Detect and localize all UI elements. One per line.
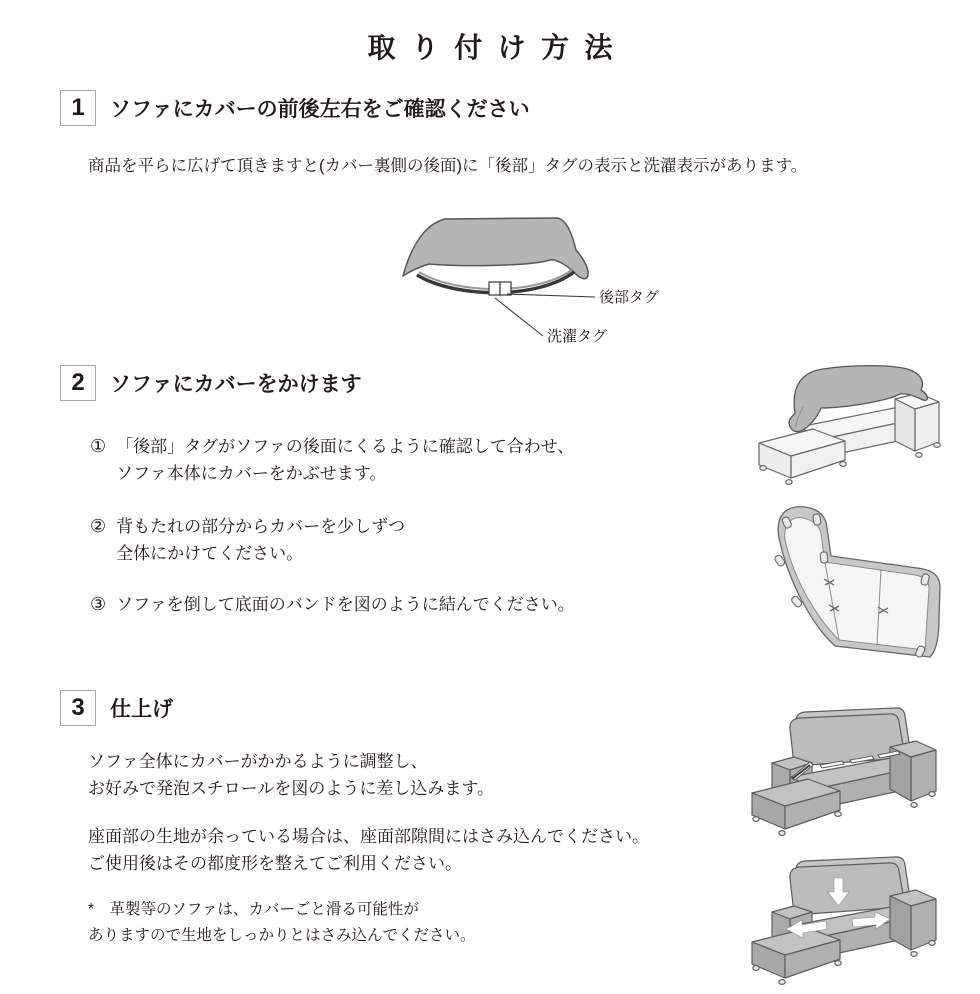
- sofa-leg: [916, 453, 922, 458]
- section-3-heading: 仕上げ: [110, 698, 173, 721]
- sofa-leg: [760, 466, 766, 471]
- leather-note-line-1: * 革製等のソファは、カバーごと滑る可能性が: [88, 901, 419, 918]
- underside-bottom-panel: [785, 518, 929, 650]
- sofa-leg: [753, 966, 759, 971]
- section-1-body: 商品を平らに広げて頂きますと(カバー裏側の後面)に「後部」タグの表示と洗濯表示があります。: [88, 157, 808, 175]
- wash-tag-leader-line: [495, 298, 543, 336]
- section-1-heading: ソファにカバーの前後左右をご確認ください: [110, 98, 530, 121]
- backrest-front-panel: [790, 863, 904, 914]
- section-3-number-box: [60, 690, 96, 726]
- section-1-number-box: [60, 90, 96, 126]
- section-2-number: 2: [71, 369, 85, 396]
- finishing-para-2-line-2: ご使用後はその都度形を整えてご利用ください。: [88, 854, 462, 873]
- wash-tag-label: 洗濯タグ: [547, 328, 608, 345]
- sofa-leg: [813, 513, 822, 525]
- step-3-marker: ③: [90, 594, 107, 614]
- sofa-underside-bands-figure: [737, 498, 974, 668]
- sofa-leg: [786, 480, 792, 485]
- finishing-para-1-line-2: お好みで発泡スチロールを図のように差し込みます。: [88, 779, 494, 798]
- flat-cover-illustration: [383, 198, 683, 358]
- sofa-foam-insert-figure: [728, 703, 971, 848]
- step-1-line-1: 「後部」タグがソファの後面にくるように確認して合わせ、: [116, 437, 575, 456]
- sofa-tuck-arrows-figure: [728, 856, 971, 991]
- flat-cover-figure: [383, 198, 683, 358]
- finishing-para-2: [88, 823, 649, 877]
- sofa-leg: [929, 792, 935, 797]
- sofa-cover-draped-illustration: [737, 357, 974, 485]
- page-title: 取り付け方法: [367, 32, 628, 63]
- section-2-header: [60, 365, 362, 401]
- section-1-header: [60, 90, 530, 126]
- sofa-leg: [929, 941, 935, 946]
- step-3-text: [116, 591, 575, 618]
- sofa-leg: [779, 980, 785, 985]
- finishing-para-1: [88, 748, 494, 802]
- section-2-heading: ソファにカバーをかけます: [110, 373, 362, 396]
- sofa-leg: [911, 803, 917, 808]
- step-3-line-1: ソファを倒して底面のバンドを図のように結んでください。: [116, 595, 575, 614]
- finishing-para-2-line-1: 座面部の生地が余っている場合は、座面部隙間にはさみ込んでください。: [88, 827, 649, 846]
- leather-note-line-2: ありますので生地をしっかりとはさみ込んでください。: [88, 927, 476, 944]
- sofa-leg: [779, 831, 785, 836]
- wash-tag-box: [500, 282, 511, 295]
- sofa-foam-insert-illustration: [728, 703, 971, 848]
- finishing-para-1-line-1: ソファ全体にカバーがかかるように調整し、: [88, 752, 428, 771]
- section-2-number-box: [60, 365, 96, 401]
- step-1-text: [116, 433, 574, 487]
- leather-note: [88, 897, 476, 949]
- step-2-marker: ②: [90, 516, 107, 536]
- sofa-leg: [840, 462, 846, 467]
- step-2-line-2: 全体にかけてください。: [116, 544, 304, 563]
- step-item-1: [90, 433, 574, 487]
- backrest-front-panel: [790, 714, 904, 765]
- section-1-number: 1: [71, 94, 85, 121]
- cover-shape: [403, 218, 588, 279]
- sofa-leg: [753, 817, 759, 822]
- step-item-2: [90, 513, 405, 567]
- rear-tag-leader-line: [507, 294, 595, 297]
- sofa-leg: [934, 443, 940, 448]
- section-3-number: 3: [71, 694, 85, 721]
- sofa-tuck-arrows-illustration: [728, 856, 971, 991]
- rear-tag-label: 後部タグ: [599, 289, 660, 306]
- sofa-leg: [820, 552, 828, 564]
- rear-tag-box: [489, 282, 500, 295]
- section-3-header: [60, 690, 173, 726]
- sofa-leg: [911, 952, 917, 957]
- step-item-3: [90, 591, 575, 618]
- step-1-line-2: ソファ本体にカバーをかぶせます。: [116, 464, 387, 483]
- sofa-underside-illustration: [737, 498, 974, 668]
- sofa-leg: [835, 812, 841, 817]
- sofa-leg: [835, 961, 841, 966]
- step-2-text: [116, 513, 405, 567]
- step-2-line-1: 背もたれの部分からカバーを少しずつ: [116, 517, 406, 536]
- sofa-cover-draped-figure: [737, 357, 974, 485]
- step-1-marker: ①: [90, 436, 107, 456]
